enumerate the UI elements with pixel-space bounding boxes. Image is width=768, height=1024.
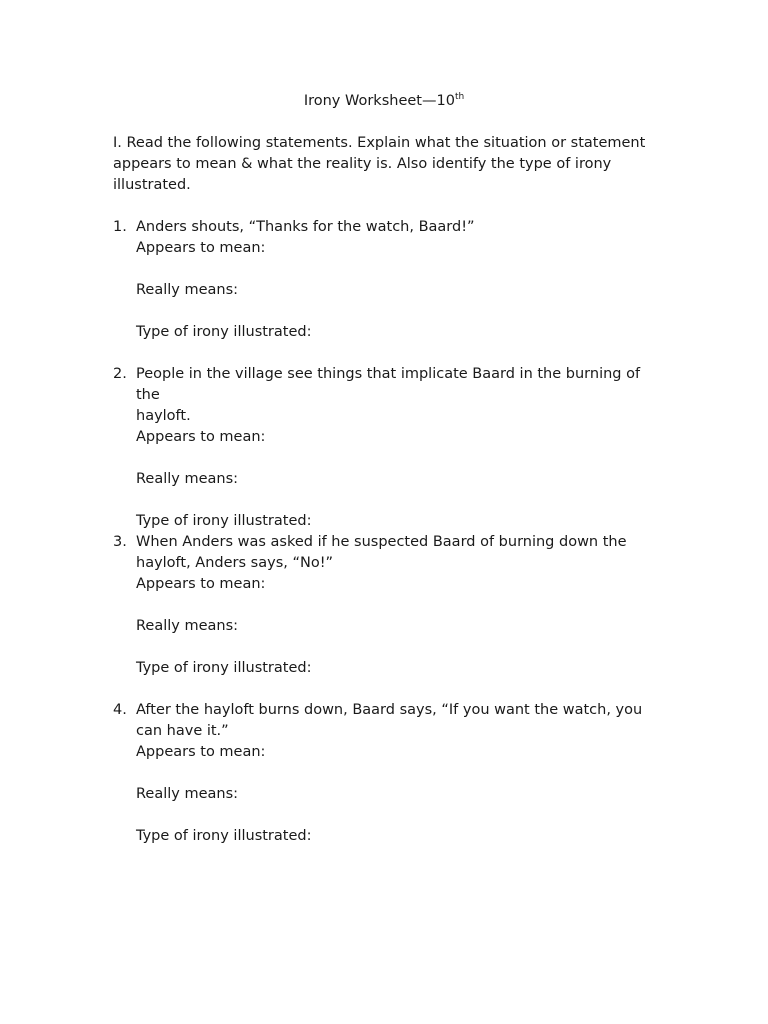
type-label: Type of irony illustrated: (136, 828, 312, 844)
really-label: Really means: (136, 786, 239, 802)
appears-label: Appears to mean: (136, 429, 266, 445)
appears-label: Appears to mean: (136, 576, 266, 592)
question-text (136, 364, 658, 427)
question-number: 2. (113, 366, 127, 382)
question-text (136, 217, 658, 238)
question-line: After the hayloft burns down, Baard says, “If you want the watch, you (136, 702, 643, 718)
question-number: 3. (113, 534, 127, 550)
question-3 (113, 532, 658, 679)
type-label: Type of irony illustrated: (136, 513, 312, 529)
title-text: Irony Worksheet—10 (303, 93, 455, 109)
question-line: hayloft, Anders says, “No!” (136, 555, 334, 571)
page-title (0, 91, 768, 112)
question-line: Anders shouts, “Thanks for the watch, Baard!” (136, 219, 475, 235)
question-number: 4. (113, 702, 127, 718)
appears-label: Appears to mean: (136, 240, 266, 256)
really-label: Really means: (136, 618, 239, 634)
type-label: Type of irony illustrated: (136, 660, 312, 676)
title-superscript: th (454, 92, 465, 103)
question-text (136, 700, 658, 742)
question-2 (113, 364, 658, 532)
question-4 (113, 700, 658, 847)
really-label: Really means: (136, 471, 239, 487)
question-line: hayloft. (136, 408, 191, 424)
question-number: 1. (113, 219, 127, 235)
question-1 (113, 217, 658, 343)
question-line: People in the village see things that implicate Baard in the burning of the (136, 366, 641, 403)
type-label: Type of irony illustrated: (136, 324, 312, 340)
appears-label: Appears to mean: (136, 744, 266, 760)
really-label: Really means: (136, 282, 239, 298)
instructions: I. Read the following statements. Explain what the situation or statement appears to mean & what the reality is. Also identify the type of irony illustrated. (113, 135, 646, 193)
question-line: can have it.” (136, 723, 229, 739)
question-line: When Anders was asked if he suspected Baard of burning down the (136, 534, 627, 550)
question-text (136, 532, 658, 574)
